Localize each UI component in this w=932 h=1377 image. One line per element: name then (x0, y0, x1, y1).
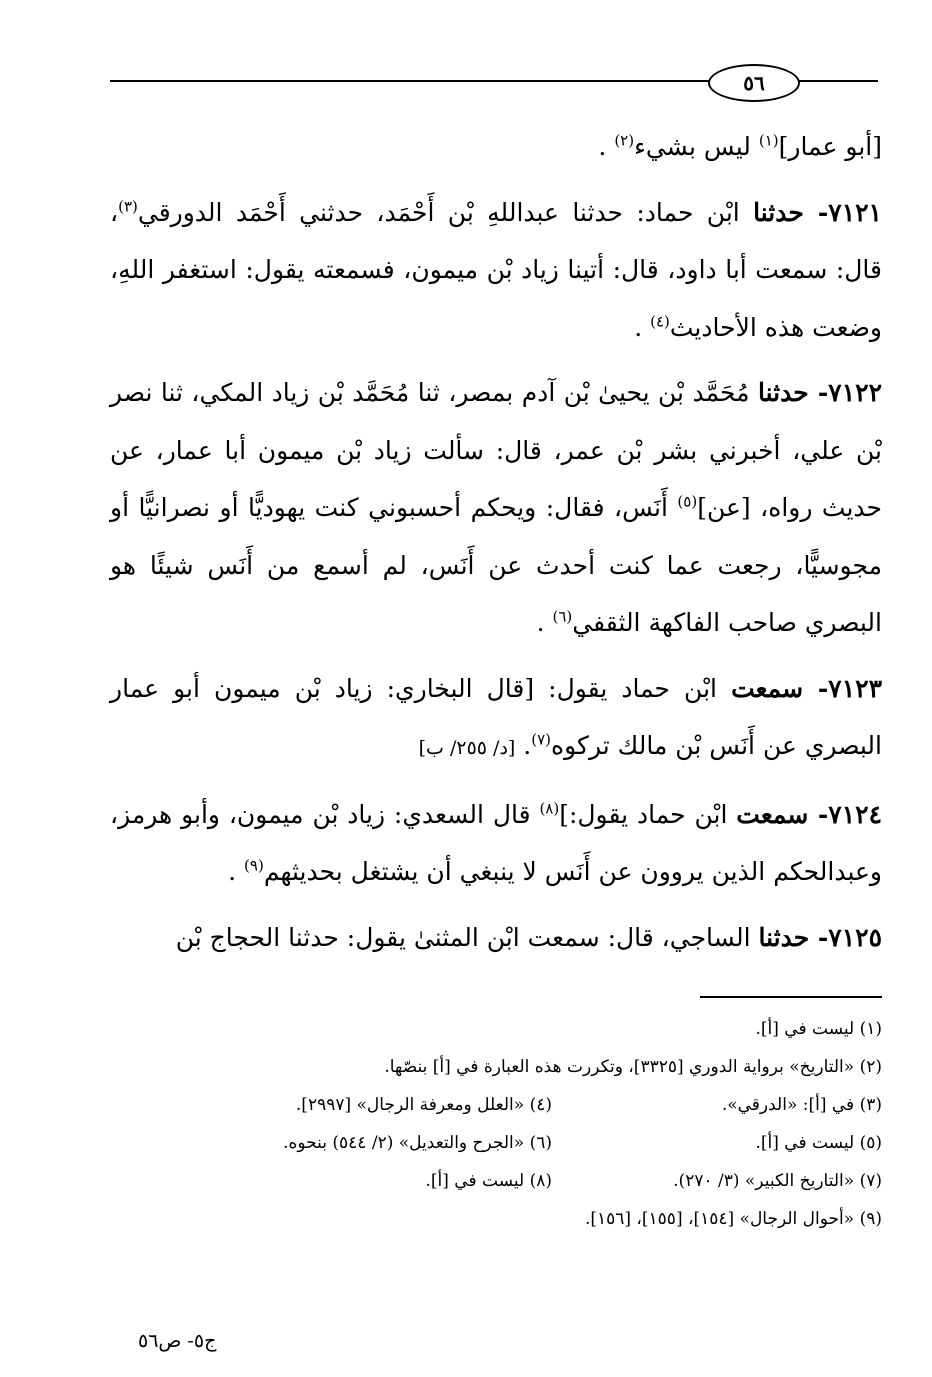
hadith-number: ٧١٢٥- (809, 922, 882, 952)
hadith-number: ٧١٢٤- (808, 799, 882, 829)
page-number: ٥٦ (708, 64, 800, 102)
footnote-row (160, 1124, 882, 1162)
hadith-7125 (110, 909, 882, 967)
footnote-3: (٣) في [أ]: «الدرقي». (721, 1095, 882, 1115)
footnote-row (160, 1200, 882, 1238)
keyword: حدثنا (758, 922, 810, 952)
text: . (634, 312, 651, 342)
footnote-row (160, 1162, 882, 1200)
hadith-number: ٧١٢١- (803, 197, 882, 227)
footnote-row (160, 1010, 882, 1048)
keyword: حدثنا (753, 197, 804, 227)
text: . (536, 608, 553, 637)
hadith-number: ٧١٢٣- (803, 673, 882, 703)
keyword: سمعت (736, 799, 809, 829)
main-text (110, 118, 882, 974)
hadith-7124 (110, 786, 882, 901)
keyword: سمعت (731, 673, 804, 703)
footnote-marker: (٥) (677, 492, 698, 511)
keyword: حدثنا (758, 378, 809, 407)
footnote-marker: (٣) (118, 197, 138, 216)
hadith-7122 (110, 364, 882, 652)
footnote-row (160, 1048, 882, 1086)
text: . (228, 857, 245, 886)
footnote-6: (٦) «الجرح والتعديل» (٢/ ٥٤٤) بنحوه. (283, 1133, 552, 1153)
volume-page-reference: ج٥- ص٥٦ (138, 1330, 217, 1352)
footnote-marker: (٧) (531, 730, 552, 749)
footnote-1: (١) ليست في [أ]. (755, 1019, 882, 1039)
text: الساجي، قال: سمعت ابْن المثنىٰ يقول: حدثنا الحجاج بْن (175, 922, 759, 952)
footnote-9: (٩) «أحوال الرجال» [١٥٤]، [١٥٥]، [١٥٦]. (584, 1209, 882, 1229)
footnote-marker: (١) (758, 131, 779, 150)
footnote-marker: (٩) (244, 856, 264, 875)
text: قال السعدي: زياد بْن ميمون، وأبو هرمز، وعبدالحكم الذين يروون عن أَنَس لا ينبغي أن يشتغل بحديثهم (110, 799, 882, 886)
footnote-marker: (٢) (614, 131, 635, 150)
text: . (515, 731, 532, 760)
footnote-7: (٧) «التاريخ الكبير» (٣/ ٢٧٠). (673, 1171, 882, 1191)
text: ، قال: سمعت أبا داود، قال: أتينا زياد بْن ميمون، فسمعته يقول: استغفر اللهِ، وضعت هذه الأحاديث (110, 197, 882, 342)
footnotes (160, 1010, 882, 1238)
paragraph-continuation (110, 118, 882, 176)
hadith-7123 (110, 660, 882, 778)
footnote-2: (٢) «التاريخ» برواية الدوري [٣٣٢٥]، وتكررت هذه العبارة في [أ] بنصّها. (384, 1057, 882, 1077)
text: أَنَس، فقال: ويحكم أحسبوني كنت يهوديًّا أو نصرانيًّا أو مجوسيًّا، رجعت عما كنت أحدث عن أَنَس، لم أسمع من أَنَس شيئًا هو البصري صاحب الفاكهة الثقفي (110, 493, 882, 637)
footnote-4: (٤) «العلل ومعرفة الرجال» [٢٩٩٧]. (295, 1095, 552, 1115)
text: . (598, 132, 615, 161)
text: [أبو عمار] (778, 132, 882, 161)
footnote-marker: (٤) (650, 312, 670, 331)
footnote-row (160, 1086, 882, 1124)
footnote-5: (٥) ليست في [أ]. (755, 1133, 882, 1153)
footnote-marker: (٦) (552, 607, 573, 626)
hadith-7121 (110, 184, 882, 357)
footnote-separator (700, 996, 882, 998)
page-header (110, 62, 878, 102)
footnote-marker: (٨) (539, 799, 560, 818)
text: مُحَمَّد بْن يحيىٰ بْن آدم بمصر، ثنا مُحَمَّد بْن زياد المكي، ثنا نصر بْن علي، أخبرني بشر بْن عمر، قال: سألت زياد بْن ميمون أبا عمار، عن حديث رواه، [عن] (110, 378, 882, 522)
text: ابْن حماد: حدثنا عبداللهِ بْن أَحْمَد، حدثني أَحْمَد الدورقي (137, 197, 754, 227)
text: ابْن حماد يقول: [قال البخاري: زياد بْن ميمون أبو عمار البصري عن أَنَس بْن مالك تركوه (110, 673, 882, 760)
text: ابْن حماد يقول:] (559, 799, 737, 829)
footnote-8: (٨) ليست في [أ]. (425, 1171, 552, 1191)
text: ليس بشيء (634, 132, 759, 161)
hadith-number: ٧١٢٢- (808, 378, 882, 407)
manuscript-ref: [د/ ٢٥٥/ ب] (418, 737, 516, 759)
